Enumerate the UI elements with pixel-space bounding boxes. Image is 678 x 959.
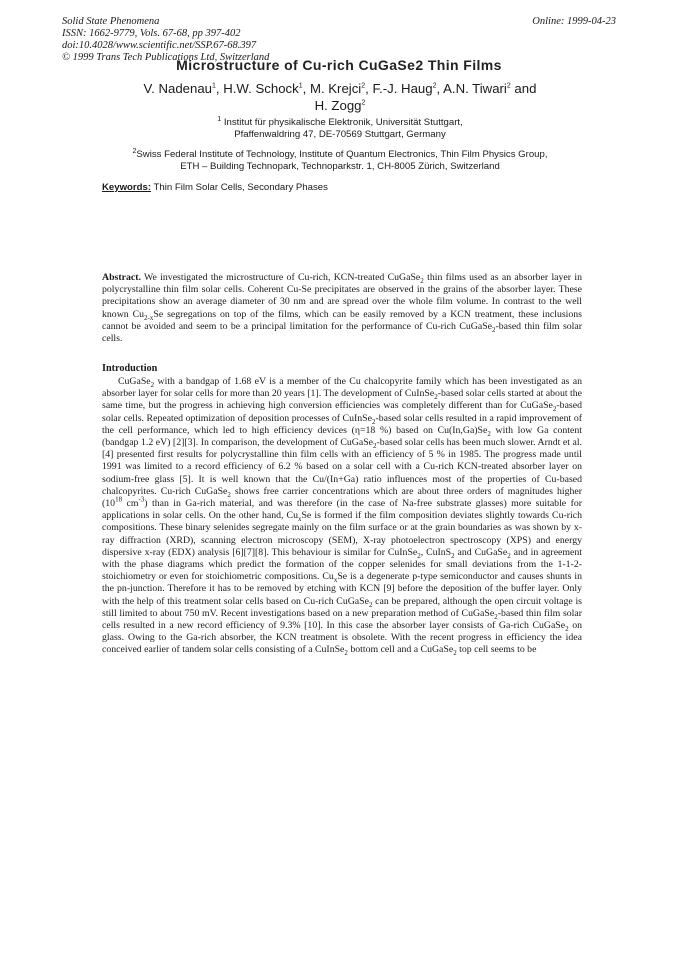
subscript: 2 (565, 625, 569, 634)
author-sep: , (302, 81, 310, 96)
intro-text: , CuInS (420, 546, 452, 558)
keywords (102, 182, 328, 194)
abstract-label: Abstract. (102, 272, 141, 283)
abstract-text: Se segregations on top of the films, which can be easily removed by a KCN treatment, these inclusions cannot be avoided and seem to be a principal limitation for the performance of Cu-rich CuGaSe (102, 308, 582, 332)
intro-text: shows free carrier concentrations which are about three orders of magnitudes higher (10 (102, 485, 583, 510)
subscript: x (333, 576, 338, 585)
section-heading-introduction: Introduction (102, 363, 158, 374)
intro-text: ) than in Ga-rich material, and was therefore (in the case of Na-free substrate glasses) more suitable for applications in solar cells. On the other hand, Cu (102, 498, 582, 522)
superscript: -3 (138, 495, 145, 504)
intro-text: Se is formed if the film composition deviates slightly towards Cu-rich compositions. These binary selenides segregate mainly on the film surface or at the grain boundaries as was shown by x-ray diffraction (XRD), scanning electron microscopy (SEM), X-ray photoelectron spectroscopy (XPS) and energy dispersive x-ray (EDX) analysis [6][7][8]. This behaviour is similar for CuInSe (102, 510, 582, 558)
issn-line: ISSN: 1662-9779, Vols. 67-68, pp 397-402 (62, 28, 241, 39)
intro-text: with a bandgap of 1.68 eV is a member of the Cu chalcopyrite family which has been investigated as an absorber layer for solar cells for more than 20 years [1]. The development of CuInSe (102, 376, 582, 400)
abstract-text: -based thin film solar cells. (102, 320, 582, 345)
intro-text: and CuGaSe (454, 546, 508, 558)
affiliation-line: ETH – Building Technopark, Technoparkstr. 1, CH-8005 Zürich, Switzerland (180, 161, 500, 172)
intro-text: and in agreement with the phase diagrams which predict the formation of the copper selenides for small deviations from the 1-1-2-stoichiometry or even for stoichiometric compositions. Cu (102, 546, 582, 583)
subscript: 2 (507, 551, 511, 560)
author-sep: and (510, 81, 537, 96)
affiliation-1 (90, 117, 590, 141)
author-krejci: M. Krejci (309, 81, 362, 96)
subscript: 2 (368, 600, 373, 609)
subscript: 2 (451, 551, 455, 560)
subscript: 2 (227, 490, 231, 499)
subscript: 2 (494, 612, 498, 621)
author-nadenau: V. Nadenau (143, 81, 212, 96)
author-sep: , (215, 81, 224, 96)
author-affil-sup: 2 (432, 82, 437, 90)
abstract-text: thin films used as an absorber layer in polycrystalline thin film solar cells. Coherent Cu-Se precipitates are observed in the grains of the absorber layer. These precipitations show an average diameter of 30 nm and are spread over the whole film volume. In contrast to the well known Cu (102, 272, 582, 320)
doi-line: doi:10.4028/www.scientific.net/SSP.67-68.397 (62, 40, 257, 51)
affiliation-line: Swiss Federal Institute of Technology, Institute of Quantum Electronics, Thin Film Physics Group, (136, 149, 548, 160)
intro-text: bottom cell and a CuGaSe (347, 644, 454, 656)
online-date: Online: 1999-04-23 (532, 16, 616, 27)
subscript: 2-x (144, 313, 154, 322)
subscript: 2 (487, 429, 491, 438)
subscript: 2 (417, 551, 421, 560)
author-haug: F.-J. Haug (372, 81, 433, 96)
author-list (90, 80, 590, 114)
superscript: 18 (115, 495, 123, 504)
author-affil-sup: 2 (506, 82, 511, 90)
intro-text: -based solar cells. Repeated optimization of deposition processes of CuInSe (102, 400, 582, 424)
subscript: 2 (371, 417, 376, 426)
author-sep: , (436, 81, 444, 96)
subscript: 2 (373, 441, 377, 450)
author-affil-sup: 1 (212, 82, 216, 90)
subscript: 2 (150, 380, 155, 389)
journal-name: Solid State Phenomena (62, 16, 160, 27)
intro-text: -based solar cells resulted in a rapid improvement of the cell performance, which led to high efficiency devices (η=18 %) based on Cu(In,Ga)Se (102, 412, 582, 436)
affiliation-number: 1 (217, 115, 222, 123)
author-affil-sup: 1 (298, 82, 303, 90)
author-affil-sup: 2 (361, 82, 366, 90)
abstract (102, 272, 582, 345)
subscript: 2 (434, 393, 438, 402)
affiliation-number: 2 (132, 147, 137, 155)
author-tiwari: A.N. Tiwari (443, 81, 507, 96)
intro-text: cm (122, 498, 139, 510)
copyright-line: © 1999 Trans Tech Publications Ltd, Switzerland (62, 52, 270, 63)
author-line-2 (90, 97, 590, 114)
intro-text: -based solar cells started at about the same time, but the progress in achieving high conversion efficiencies was completely different than for CuGaSe (102, 388, 582, 412)
keywords-text: Thin Film Solar Cells, Secondary Phases (153, 182, 328, 193)
affiliation-line: Institut für physikalische Elektronik, Universität Stuttgart, (223, 117, 463, 128)
intro-text: can be prepared, although the open circuit voltage is still limited to about 750 mV. Recent investigations based on a new preparation method of CuGaSe (102, 595, 582, 619)
intro-text: -based solar cells has been much slower. Arndt et al.[4] presented first results for polycrystalline thin film cells with an efficiency of 5 % in 1985. The progress made until 1991 was limited to a record efficiency of 6.2 % based on a solar cell with a Cu-rich KCN-treated absorber layer on sodium-free glass [5]. It is well known that the Cu/(In+Ga) ratio influences most of the properties of Cu-based chalcopyrites. Cu-rich CuGaSe (102, 437, 582, 497)
intro-text: Se is a degenerate p-type semiconductor and causes shunts in the pn-junction. Therefore it has to be removed by etching with KCN [9] before the deposition of the buffer layer. Only with the help of this treatment solar cells based on Cu-rich CuGaSe (102, 571, 582, 607)
author-line-1 (90, 80, 590, 97)
introduction-paragraph (102, 376, 582, 657)
intro-text: -based thin film solar cells resulted in a new record efficiency of 9.3% [10]. In this case the absorber layer consists of Ga-rich CuGaSe (102, 607, 582, 632)
affiliation-line: Pfaffenwaldring 47, DE-70569 Stuttgart, Germany (234, 129, 446, 140)
intro-text: on glass. Owing to the Ga-rich absorber, the KCN treatment is obsolete. With the recent progress in efficiency the idea conceived earlier of tandem solar cells consisting of a CuInSe (102, 620, 583, 656)
intro-text: top cell seems to be (456, 644, 537, 656)
subscript: 2 (420, 276, 424, 285)
author-schock: H.W. Schock (223, 81, 299, 96)
subscript: 2 (344, 649, 348, 658)
subscript: 2 (453, 649, 457, 658)
paper-title: Microstructure of Cu-rich CuGaSe2 Thin Films (176, 57, 502, 73)
author-sep: , (365, 81, 373, 96)
subscript: 2 (552, 405, 557, 414)
author-zogg: H. Zogg (314, 98, 362, 113)
intro-text: with low Ga content (bandgap 1.2 eV) [2][3]. In comparison, the development of CuGaSe (102, 424, 582, 449)
keywords-label: Keywords: (102, 182, 152, 193)
author-affil-sup: 2 (361, 99, 366, 107)
subscript: x (297, 515, 302, 524)
subscript: 2 (492, 325, 496, 334)
abstract-text: We investigated the microstructure of Cu-rich, KCN-treated CuGaSe (144, 272, 421, 283)
affiliation-2 (90, 149, 590, 173)
intro-text: CuGaSe (118, 376, 151, 387)
